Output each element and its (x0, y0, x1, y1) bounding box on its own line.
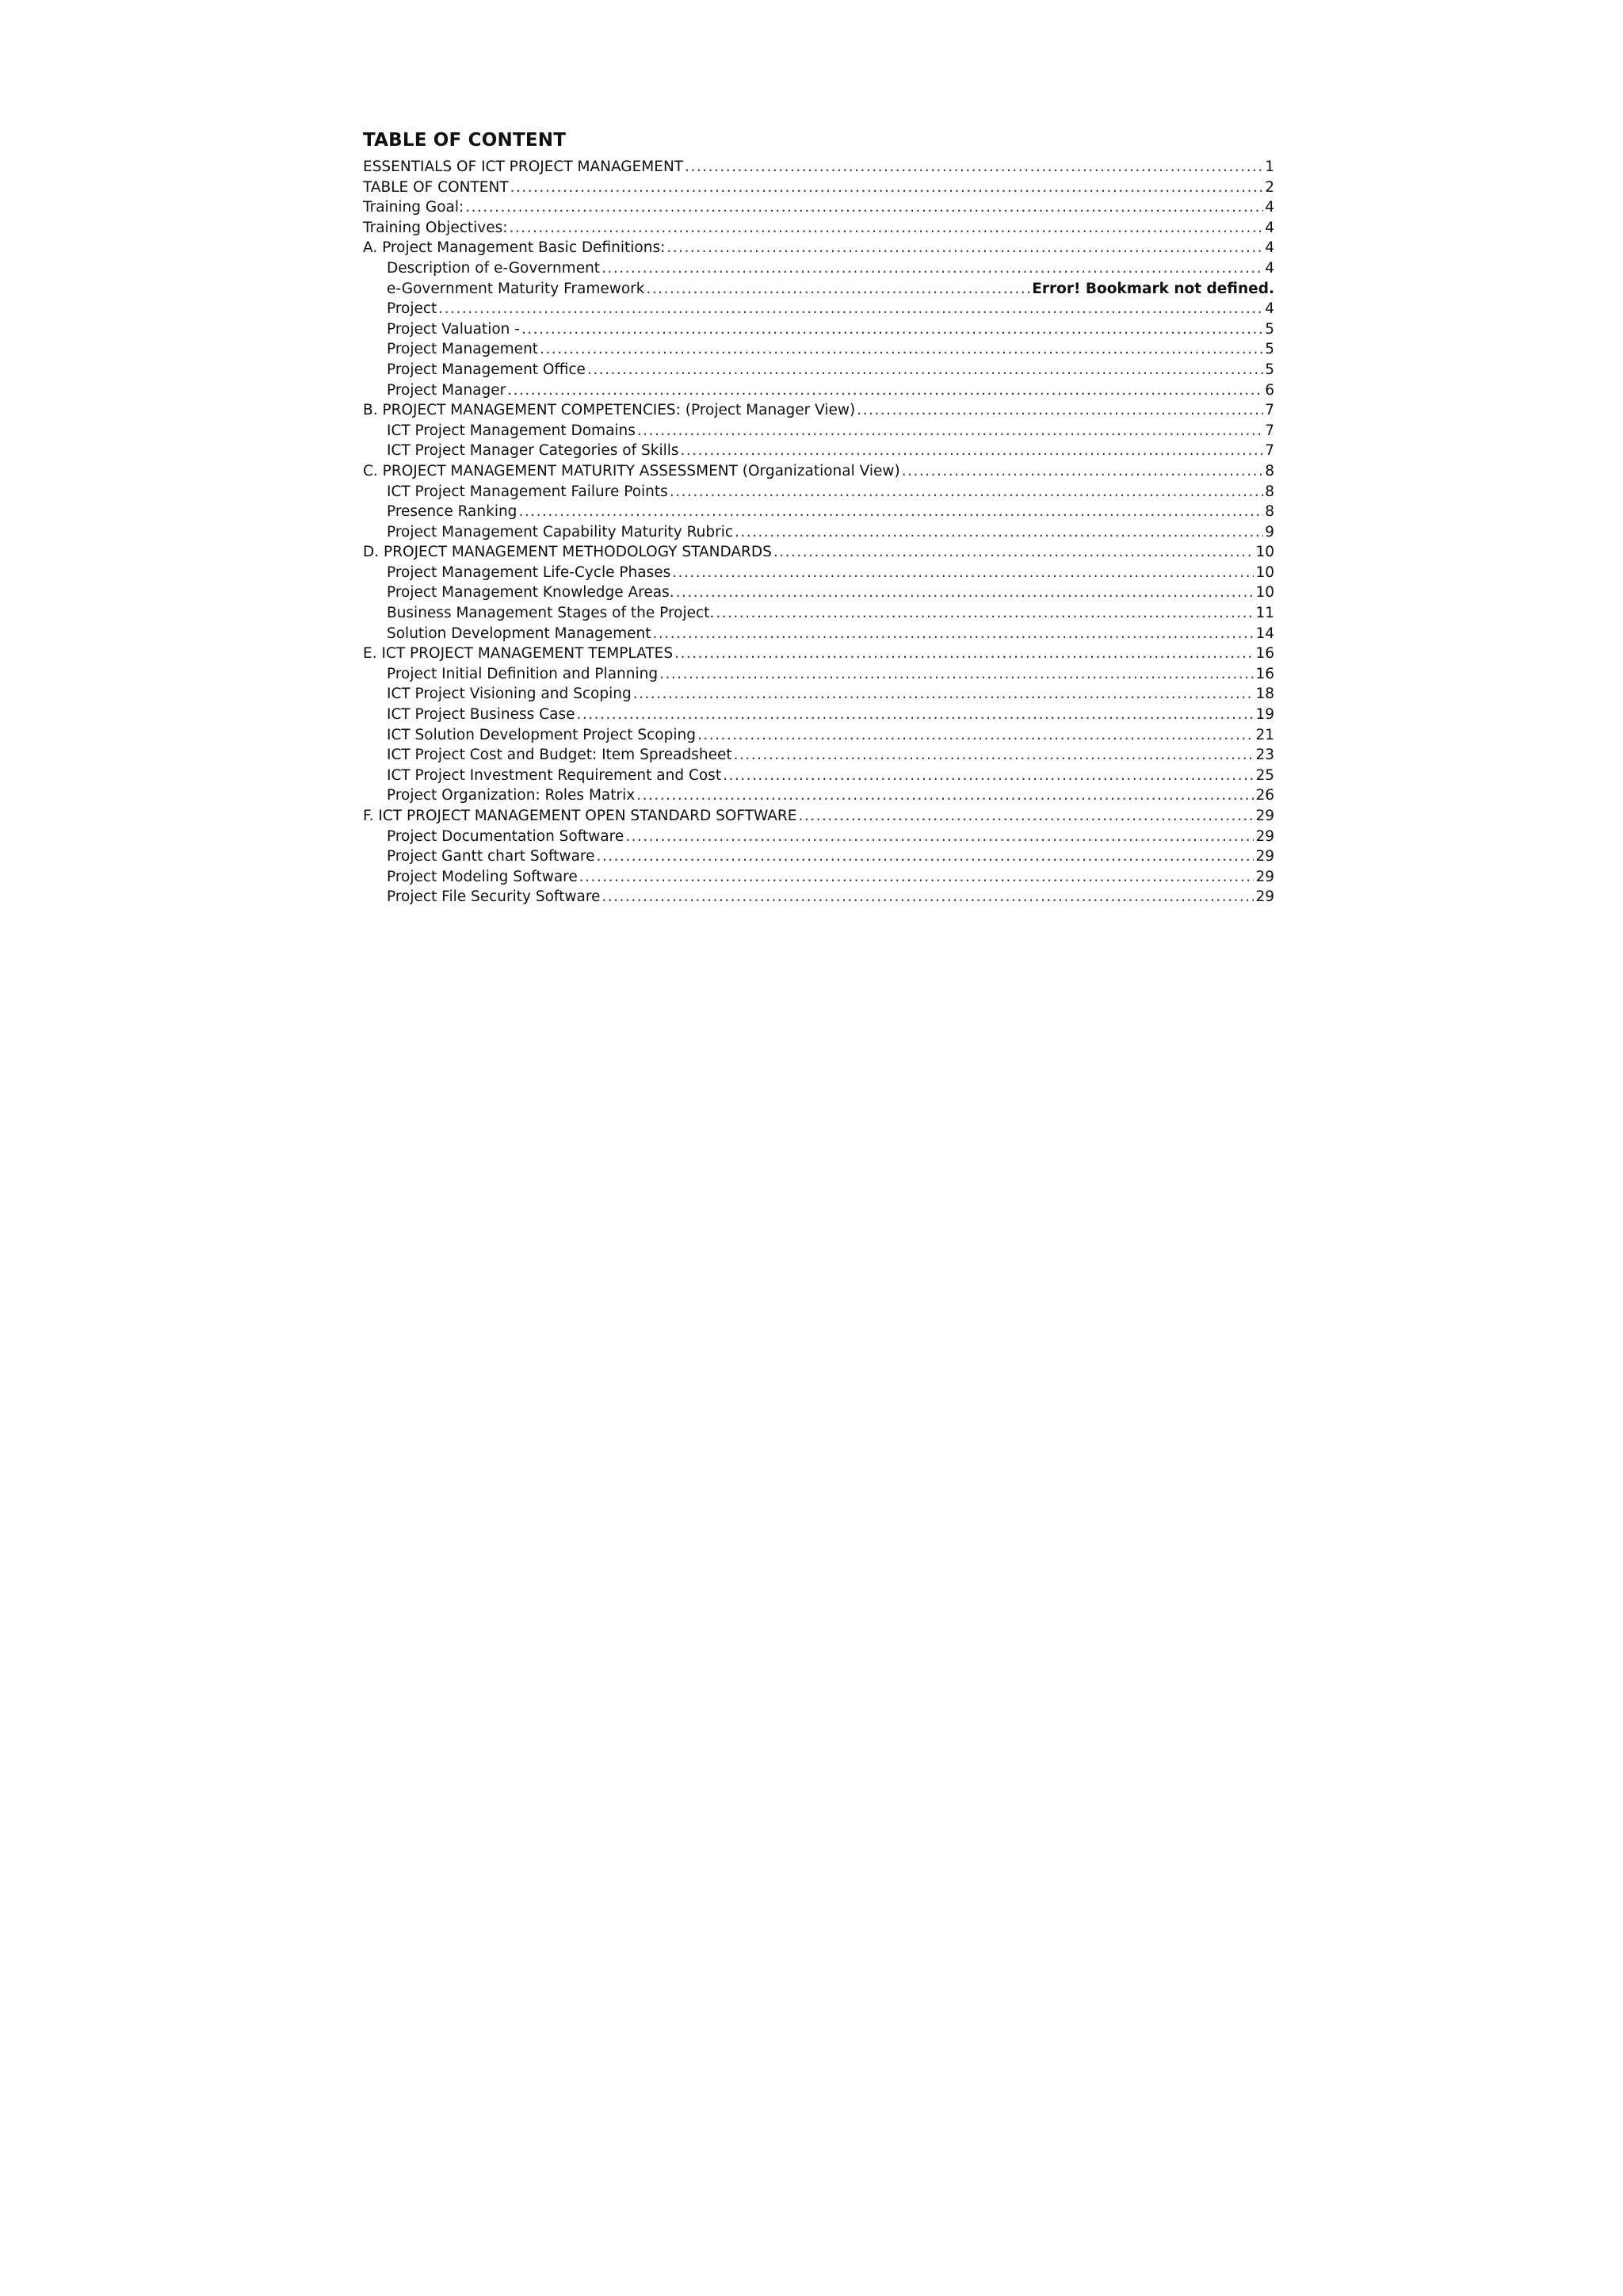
toc-dot-leader (697, 725, 1254, 746)
toc-entry-text: Project Gantt chart Software (387, 848, 595, 865)
toc-entry-text: Project Initial Definition and Planning (387, 665, 659, 682)
toc-entry[interactable] (363, 258, 1274, 279)
toc-entry-page: 23 (1255, 747, 1274, 764)
toc-entry-page: 16 (1255, 665, 1274, 682)
toc-entry-text: TABLE OF CONTENT (363, 178, 509, 196)
toc-entry[interactable] (363, 218, 1274, 239)
toc-entry-text: Project Manager (387, 381, 506, 399)
toc-entry-page: 19 (1255, 706, 1274, 724)
toc-entry-page: 4 (1265, 239, 1274, 257)
toc-dot-leader (735, 522, 1263, 543)
toc-dot-leader (521, 319, 1263, 340)
toc-entry[interactable] (363, 238, 1274, 258)
toc-entry[interactable] (363, 846, 1274, 867)
toc-entry-page: 29 (1255, 888, 1274, 906)
toc-entry[interactable] (363, 705, 1274, 725)
toc-entry-page: 6 (1265, 381, 1274, 399)
toc-entry-page: 2 (1265, 178, 1274, 196)
toc-entry-text: Project Management Knowledge Areas. (387, 584, 674, 602)
toc-entry[interactable] (363, 197, 1274, 218)
toc-entry-page: 7 (1265, 422, 1274, 439)
toc-entry-text: F. ICT PROJECT MANAGEMENT OPEN STANDARD SOFTWARE (363, 808, 797, 824)
toc-entry-text: Project Valuation - (387, 320, 520, 338)
toc-dot-leader (601, 887, 1254, 907)
toc-dot-leader (465, 197, 1263, 218)
toc-entry-text: ICT Project Manager Categories of Skills (387, 442, 679, 460)
toc-dot-leader (637, 421, 1263, 441)
toc-dot-leader (716, 603, 1254, 624)
toc-dot-leader (540, 339, 1263, 360)
toc-dot-leader (636, 785, 1254, 806)
toc-entry[interactable] (363, 745, 1274, 766)
toc-entry[interactable] (363, 827, 1274, 847)
toc-entry[interactable] (363, 421, 1274, 441)
toc-entry-text: Project Management (387, 341, 539, 358)
toc-dot-leader (773, 542, 1254, 563)
toc-dot-leader (670, 482, 1263, 502)
toc-entry[interactable] (363, 603, 1274, 624)
toc-dot-leader (625, 827, 1254, 847)
toc-entry-text: C. PROJECT MANAGEMENT MATURITY ASSESSMENT (Organizational View) (363, 462, 900, 479)
toc-entry-page: 10 (1255, 563, 1274, 581)
toc-entry-text: Project Management Life-Cycle Phases (387, 563, 671, 581)
toc-dot-leader (674, 644, 1254, 664)
toc-dot-leader (579, 867, 1254, 888)
toc-entry-page: 10 (1255, 544, 1274, 561)
toc-entry[interactable] (363, 563, 1274, 583)
toc-dot-leader (676, 583, 1254, 603)
toc-entry[interactable] (363, 887, 1274, 907)
toc-dot-leader (857, 400, 1263, 421)
toc-entry[interactable] (363, 583, 1274, 603)
toc-title: TABLE OF CONTENT (363, 130, 567, 151)
toc-dot-leader (902, 461, 1263, 482)
toc-entry-text: Description of e-Government (387, 259, 601, 277)
toc-entry-page: 4 (1265, 259, 1274, 277)
toc-entry-page: 21 (1255, 726, 1274, 743)
toc-entry-text: A. Project Management Basic Definitions: (363, 239, 666, 257)
toc-entry[interactable] (363, 502, 1274, 522)
toc-entry-page: 9 (1265, 523, 1274, 541)
toc-entry-page: 1 (1265, 159, 1274, 175)
toc-entry[interactable] (363, 725, 1274, 746)
toc-entry-page: 4 (1265, 199, 1274, 216)
toc-entry[interactable] (363, 624, 1274, 644)
toc-dot-leader (597, 846, 1254, 867)
toc-entry-page: 16 (1255, 645, 1274, 663)
toc-entry-page: 7 (1265, 402, 1274, 419)
toc-entry-text: Project Documentation Software (387, 827, 624, 845)
toc-dot-leader (438, 299, 1263, 319)
toc-entry-page: 8 (1265, 483, 1274, 500)
toc-dot-leader (685, 157, 1263, 178)
toc-entry-page: 5 (1265, 361, 1274, 378)
toc-entry-text: Project Modeling Software (387, 868, 578, 885)
document-page (363, 127, 1274, 907)
toc-entry-text: ICT Project Visioning and Scoping (387, 686, 632, 703)
toc-dot-leader (576, 705, 1254, 725)
toc-entry-text: Project Organization: Roles Matrix (387, 787, 636, 804)
toc-entry-page: 29 (1255, 808, 1274, 824)
toc-entry[interactable] (363, 766, 1274, 786)
toc-entry[interactable] (363, 522, 1274, 543)
toc-entry-page: 18 (1255, 686, 1274, 703)
toc-dot-leader (723, 766, 1254, 786)
toc-entry-page: 8 (1265, 503, 1274, 521)
toc-entry-page: 25 (1255, 766, 1274, 784)
toc-entry[interactable] (363, 482, 1274, 502)
toc-entry-text: ICT Solution Development Project Scoping (387, 726, 696, 743)
toc-dot-leader (601, 258, 1263, 279)
toc-list (363, 157, 1274, 907)
toc-dot-leader (518, 502, 1263, 522)
toc-entry-text: Project Management Office (387, 361, 586, 378)
toc-entry-text: ESSENTIALS OF ICT PROJECT MANAGEMENT (363, 159, 684, 175)
toc-entry-text: ICT Project Investment Requirement and Cost (387, 766, 722, 784)
toc-entry-text: Project (387, 300, 437, 318)
toc-dot-leader (587, 360, 1263, 380)
toc-entry-page: 11 (1255, 605, 1274, 622)
toc-entry[interactable] (363, 319, 1274, 340)
toc-entry[interactable] (363, 664, 1274, 685)
toc-entry-text: e-Government Maturity Framework (387, 280, 645, 297)
toc-entry-text: B. PROJECT MANAGEMENT COMPETENCIES: (Project Manager View) (363, 402, 856, 419)
toc-entry[interactable] (363, 785, 1274, 806)
toc-dot-leader (659, 664, 1254, 685)
toc-entry[interactable] (363, 299, 1274, 319)
toc-entry[interactable] (363, 157, 1274, 178)
toc-entry-page: 14 (1255, 625, 1274, 642)
toc-entry[interactable] (363, 867, 1274, 888)
toc-entry[interactable] (363, 644, 1274, 664)
toc-entry[interactable] (363, 441, 1274, 461)
toc-entry-page: 29 (1255, 868, 1274, 885)
toc-entry-text: Solution Development Management (387, 625, 651, 642)
toc-entry-text: ICT Project Business Case (387, 706, 575, 724)
toc-dot-leader (653, 624, 1254, 644)
toc-entry[interactable] (363, 380, 1274, 401)
toc-entry-page: 7 (1265, 442, 1274, 460)
toc-entry[interactable] (363, 279, 1274, 300)
toc-dot-leader (633, 684, 1254, 705)
toc-dot-leader (510, 178, 1264, 198)
toc-entry-text: Presence Ranking (387, 503, 517, 521)
toc-entry[interactable] (363, 400, 1274, 421)
toc-dot-leader (507, 380, 1263, 401)
toc-entry[interactable] (363, 542, 1274, 563)
toc-entry[interactable] (363, 461, 1274, 482)
toc-entry-page: 5 (1265, 320, 1274, 338)
toc-entry-page: 29 (1255, 848, 1274, 865)
toc-dot-leader (672, 563, 1254, 583)
toc-entry-page: Error! Bookmark not defined. (1032, 280, 1274, 297)
toc-entry-page: 5 (1265, 341, 1274, 358)
toc-entry-text: Training Objectives: (363, 219, 508, 236)
toc-entry-text: Training Goal: (363, 199, 464, 216)
toc-entry-page: 4 (1265, 219, 1274, 236)
toc-entry[interactable] (363, 360, 1274, 380)
toc-entry-text: D. PROJECT MANAGEMENT METHODOLOGY STANDARDS (363, 544, 772, 561)
toc-entry-text: Project Management Capability Maturity Rubric (387, 523, 734, 541)
toc-entry-text: ICT Project Cost and Budget: Item Spreadsheet (387, 747, 732, 764)
toc-entry-text: E. ICT PROJECT MANAGEMENT TEMPLATES (363, 645, 674, 663)
toc-dot-leader (798, 806, 1254, 827)
toc-entry[interactable] (363, 806, 1274, 827)
toc-dot-leader (509, 218, 1263, 239)
toc-entry-text: ICT Project Management Domains (387, 422, 636, 439)
toc-dot-leader (666, 238, 1263, 258)
toc-dot-leader (647, 279, 1031, 300)
toc-entry[interactable] (363, 339, 1274, 360)
toc-entry-page: 8 (1265, 462, 1274, 479)
toc-entry-text: Project File Security Software (387, 888, 601, 906)
toc-entry-page: 4 (1265, 300, 1274, 318)
toc-entry[interactable] (363, 684, 1274, 705)
toc-entry-page: 10 (1255, 584, 1274, 602)
toc-dot-leader (681, 441, 1264, 461)
toc-dot-leader (734, 745, 1254, 766)
toc-entry-page: 29 (1255, 827, 1274, 845)
toc-entry[interactable] (363, 178, 1274, 198)
toc-entry-text: ICT Project Management Failure Points (387, 483, 668, 500)
toc-entry-text: Business Management Stages of the Project. (387, 605, 715, 622)
toc-entry-page: 26 (1255, 787, 1274, 804)
